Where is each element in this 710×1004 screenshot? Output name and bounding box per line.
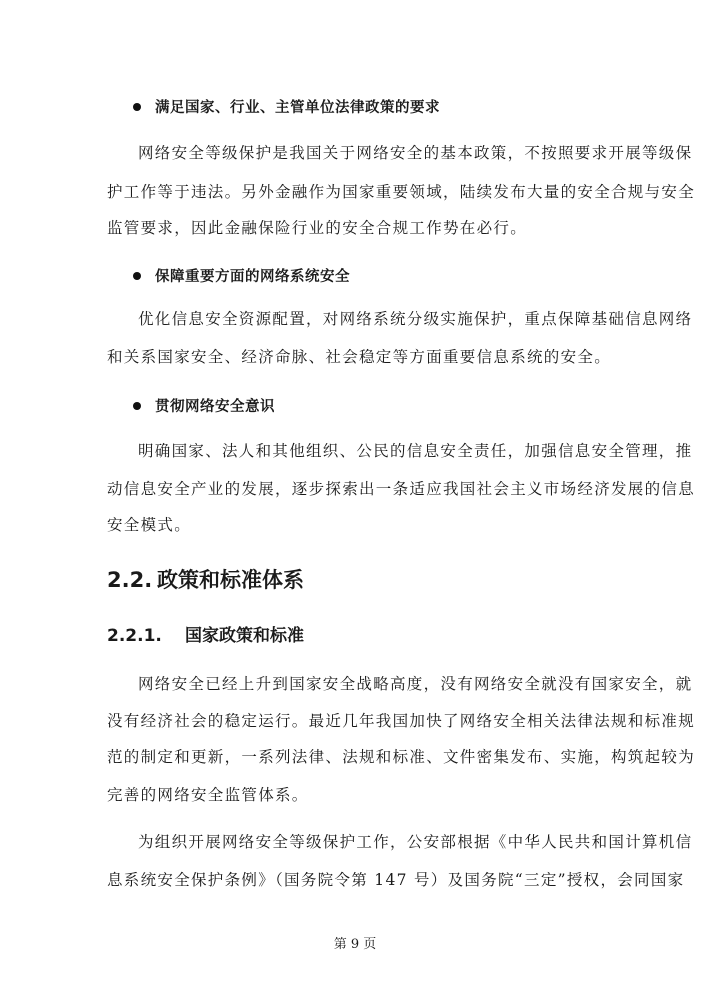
paragraph-line: 和关系国家安全、经济命脉、社会稳定等方面重要信息系统的安全。 <box>107 348 612 366</box>
paragraph-line: 优化信息安全资源配置，对网络系统分级实施保护，重点保障基础信息网络 <box>138 310 693 328</box>
section-heading <box>107 564 304 594</box>
section-title: 政策和标准体系 <box>157 568 304 592</box>
bullet-heading-1: 满足国家、行业、主管单位法律政策的要求 <box>133 96 440 117</box>
bullet-dot-icon <box>133 402 141 410</box>
paragraph-line: 安全模式。 <box>107 516 192 534</box>
paragraph-line: 护工作等于违法。另外金融作为国家重要领域，陆续发布大量的安全合规与安全 <box>107 183 696 201</box>
subsection-heading <box>107 621 304 646</box>
bullet-dot-icon <box>133 272 141 280</box>
paragraph-line: 网络安全已经上升到国家安全战略高度，没有网络安全就没有国家安全，就 <box>138 675 693 693</box>
subsection-number: 2.2.1. <box>107 626 162 646</box>
paragraph-line: 完善的网络安全监管体系。 <box>107 786 309 804</box>
paragraph-line: 没有经济社会的稳定运行。最近几年我国加快了网络安全相关法律法规和标准规 <box>107 712 696 730</box>
section-number: 2.2. <box>107 568 153 592</box>
page-number: 第 9 页 <box>333 937 377 952</box>
paragraph-line: 网络安全等级保护是我国关于网络安全的基本政策，不按照要求开展等级保 <box>138 144 693 162</box>
paragraph-line: 明确国家、法人和其他组织、公民的信息安全责任，加强信息安全管理，推 <box>138 442 693 460</box>
paragraph-line: 监管要求，因此金融保险行业的安全合规工作势在必行。 <box>107 219 528 237</box>
bullet-heading-2: 保障重要方面的网络系统安全 <box>133 265 350 286</box>
subsection-title: 国家政策和标准 <box>185 626 304 646</box>
bullet-dot-icon <box>133 103 141 111</box>
paragraph-line: 范的制定和更新，一系列法律、法规和标准、文件密集发布、实施，构筑起较为 <box>107 748 696 766</box>
paragraph-line: 为组织开展网络安全等级保护工作，公安部根据《中华人民共和国计算机信 <box>138 833 693 851</box>
bullet-heading-3: 贯彻网络安全意识 <box>133 395 275 416</box>
paragraph-line: 动信息安全产业的发展，逐步探索出一条适应我国社会主义市场经济发展的信息 <box>107 480 696 498</box>
paragraph-line: 息系统安全保护条例》（国务院令第 147 号）及国务院“三定”授权，会同国家 <box>107 871 685 889</box>
